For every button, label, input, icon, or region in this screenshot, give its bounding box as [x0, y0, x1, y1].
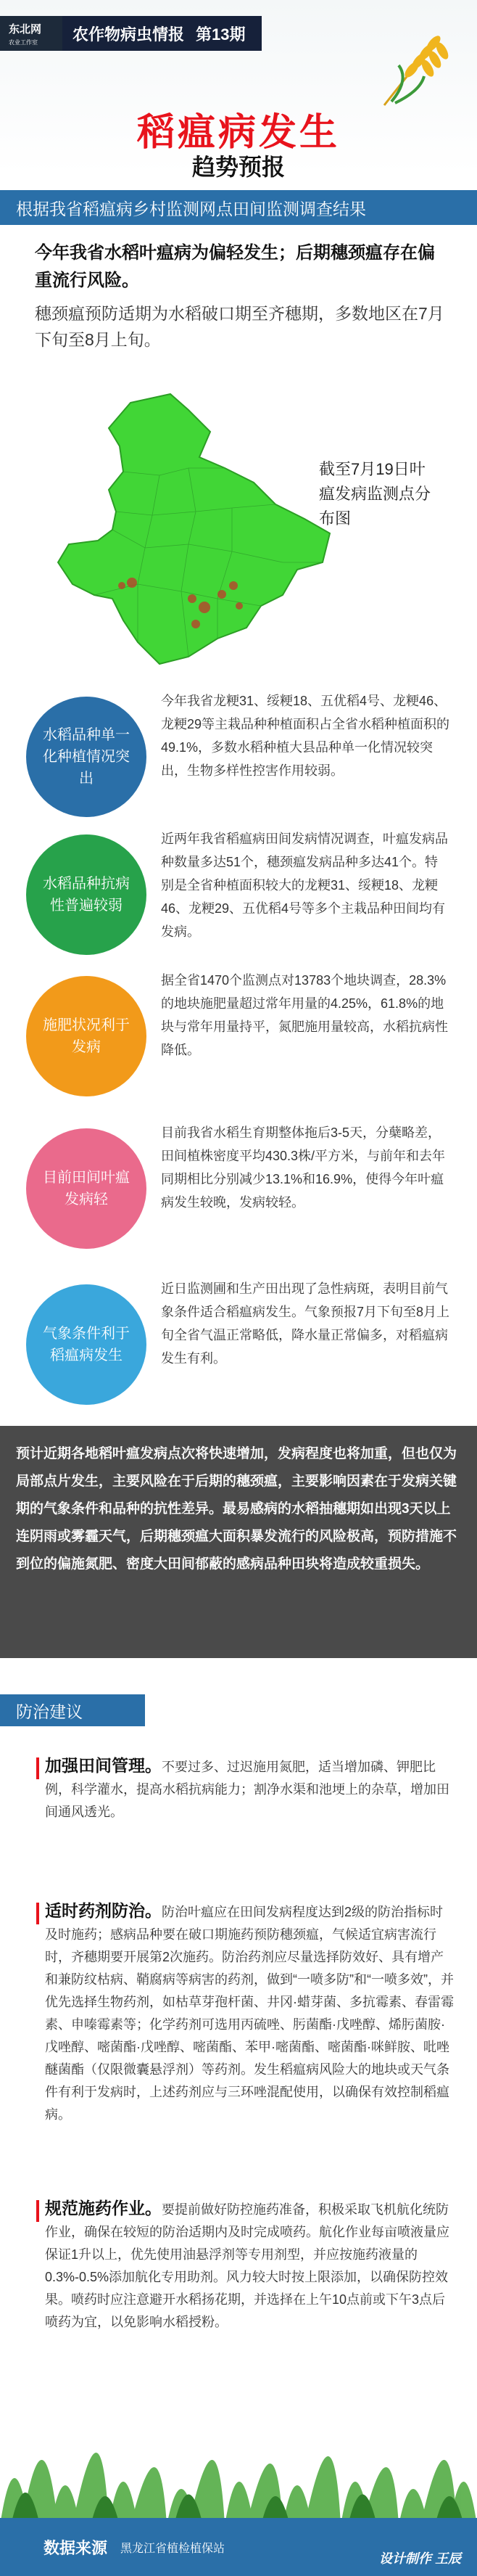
reason-badge: 水稻品种抗病性普遍较弱	[26, 834, 146, 955]
grass-illustration	[0, 2286, 477, 2525]
source-label: 数据来源	[43, 2538, 108, 2557]
outbreak-point	[188, 594, 196, 603]
series-bar	[0, 16, 262, 51]
warning-panel	[0, 1426, 477, 1658]
outbreak-point	[229, 581, 238, 590]
rec-marker	[36, 1903, 39, 1924]
rec-marker	[36, 2200, 39, 2222]
monitoring-map	[43, 388, 333, 668]
series-name: 农作物病虫情报	[72, 25, 185, 44]
reason-item	[26, 1121, 451, 1252]
basis-banner	[0, 190, 477, 225]
rec-body: 不要过多、过迟施用氮肥，适当增加磷、钾肥比例，科学灌水，提高水稻抗病能力；割净水渠和池埂上的杂草，增加田间通风透光。	[45, 1760, 449, 1819]
header	[0, 0, 477, 181]
reason-item	[26, 827, 451, 958]
reason-item	[26, 969, 451, 1099]
reason-text: 近两年我省稻瘟病田间发病情况调查，叶瘟发病品种数量多达51个，穗颈瘟发病品种多达41个。特别是全省种植面积较大的龙粳31、绥粳18、龙粳46、龙粳29、五优稻4号等多个主栽品种田间均有发病。	[161, 832, 448, 939]
page-title: 稻瘟病发生	[136, 111, 340, 155]
series-label	[62, 16, 262, 51]
site-logo[interactable]	[0, 16, 62, 51]
logo-line2: 农业工作室	[9, 38, 38, 46]
reason-text: 据全省1470个监测点对13783个地块调查，28.3%的地块施肥量超过常年用量的4.25%，61.8%的地块与常年用量持平，氮肥施用量较高，水稻抗病性降低。	[161, 973, 448, 1057]
footer	[0, 2518, 477, 2576]
page-subtitle: 趋势预报	[191, 153, 285, 181]
design-credit: 设计制作 王辰	[378, 2551, 461, 2566]
section-title-bar	[0, 1694, 145, 1726]
reason-item	[26, 1277, 451, 1408]
map-caption: 截至7月19日叶瘟发病监测点分布图	[319, 460, 431, 528]
source-name: 黑龙江省植检植保站	[120, 2542, 225, 2555]
rec-heading: 规范施药作业。	[45, 2199, 162, 2218]
reason-text: 目前我省水稻生育期整体拖后3-5天，分蘖略差，田间植株密度平均430.3株/平方米，与前年和去年同期相比分别减少13.1%和16.9%，使得今年叶瘟病发生较晚，发病较轻。	[161, 1125, 446, 1210]
outbreak-point	[217, 590, 226, 599]
issue-number: 第13期	[196, 25, 246, 44]
recommendation-item	[45, 1755, 455, 1824]
rec-heading: 适时药剂防治。	[45, 1901, 162, 1920]
summary-detail: 穗颈瘟预防适期为水稻破口期至齐穗期，多数地区在7月下旬至8月上旬。	[35, 304, 444, 349]
reason-text: 近日监测圃和生产田出现了急性病斑，表明目前气象条件适合稻瘟病发生。气象预报7月下旬至8月上旬全省气温正常略低，降水量正常偏多，对稻瘟病发生有利。	[161, 1281, 450, 1366]
reason-text: 今年我省龙粳31、绥粳18、五优稻4号、龙粳46、龙粳29等主栽品种种植面积占全省水稻种植面积的49.1%，多数水稻种植大县品种单一化情况较突出，生物多样性控害作用较弱。	[161, 694, 450, 778]
recommendation-item	[45, 1900, 455, 2126]
rec-body: 防治叶瘟应在田间发病程度达到2级的防治指标时及时施药；感病品种要在破口期施药预防穗颈瘟，气候适宜病害流行时，齐穗期要开展第2次施药。防治药剂应尽量选择防效好、具有增产和兼防纹枯病、鞘腐病等病害的药剂，做到“一喷多防”和“一喷多效”，并优先选择生物药剂，如枯草芽孢杆菌、井冈·蜡芽菌、多抗霉素、春雷霉素、申嗪霉素等；化学药剂可选用丙硫唑、肟菌酯·戊唑醇、烯肟菌胺·戊唑醇、嘧菌酯·戊唑醇、嘧菌酯、苯甲·嘧菌酯、嘧菌酯·咪鲜胺、吡唑醚菌酯（仅限微囊悬浮剂）等药剂。发生稻瘟病风险大的地块或天气条件有利于发病时，上述药剂应与三环唑混配使用，以确保有效控制稻瘟病。	[45, 1905, 454, 2122]
section-title: 防治建议	[16, 1702, 83, 1721]
reason-badge: 气象条件利于稻瘟病发生	[26, 1284, 146, 1405]
warning-text: 预计近期各地稻叶瘟发病点次将快速增加，发病程度也将加重，但也仅为局部点片发生，主要风险在于后期的穗颈瘟，主要影响因素在于发病关键期的气象条件和品种的抗性差异。最易感病的水稻抽穗期如出现3天以上连阴雨或雾霾天气，后期穗颈瘟大面积暴发流行的风险极高，预防措施不到位的偏施氮肥、密度大田间郁蔽的感病品种田块将造成较重损失。	[16, 1446, 457, 1572]
reason-item	[26, 689, 451, 820]
rec-body: 要提前做好防控施药准备，积极采取飞机航化统防作业，确保在较短的防治适期内及时完成喷药。航化作业每亩喷液量应保证1升以上，优先使用油悬浮剂等专用剂型，并应按施药液量的0.3%-0.5%添加航化专用助剂。风力较大时按上限添加，以确保防控效果。喷药时应注意避开水稻扬花期，并选择在上午10点前或下午3点后喷药为宜，以免影响水稻授粉。	[45, 2202, 449, 2329]
summary-headline: 今年我省水稻叶瘟病为偏轻发生；后期穗颈瘟存在偏重流行风险。	[35, 243, 435, 290]
logo-line1: 东北网	[9, 22, 42, 36]
outbreak-point	[236, 602, 243, 610]
rec-heading: 加强田间管理。	[45, 1756, 162, 1775]
reason-badge: 施肥状况利于发病	[26, 976, 146, 1096]
basis-text: 根据我省稻瘟病乡村监测网点田间监测调查结果	[16, 199, 366, 218]
wheat-icon	[370, 22, 464, 109]
reason-badge: 水稻品种单一化种植情况突出	[26, 697, 146, 817]
reason-badge: 目前田间叶瘟发病轻	[26, 1128, 146, 1249]
outbreak-point	[118, 582, 125, 589]
rec-marker	[36, 1757, 39, 1779]
outbreak-point	[199, 602, 210, 613]
outbreak-point	[127, 578, 137, 588]
outbreak-point	[191, 620, 200, 628]
summary-block	[35, 239, 448, 353]
